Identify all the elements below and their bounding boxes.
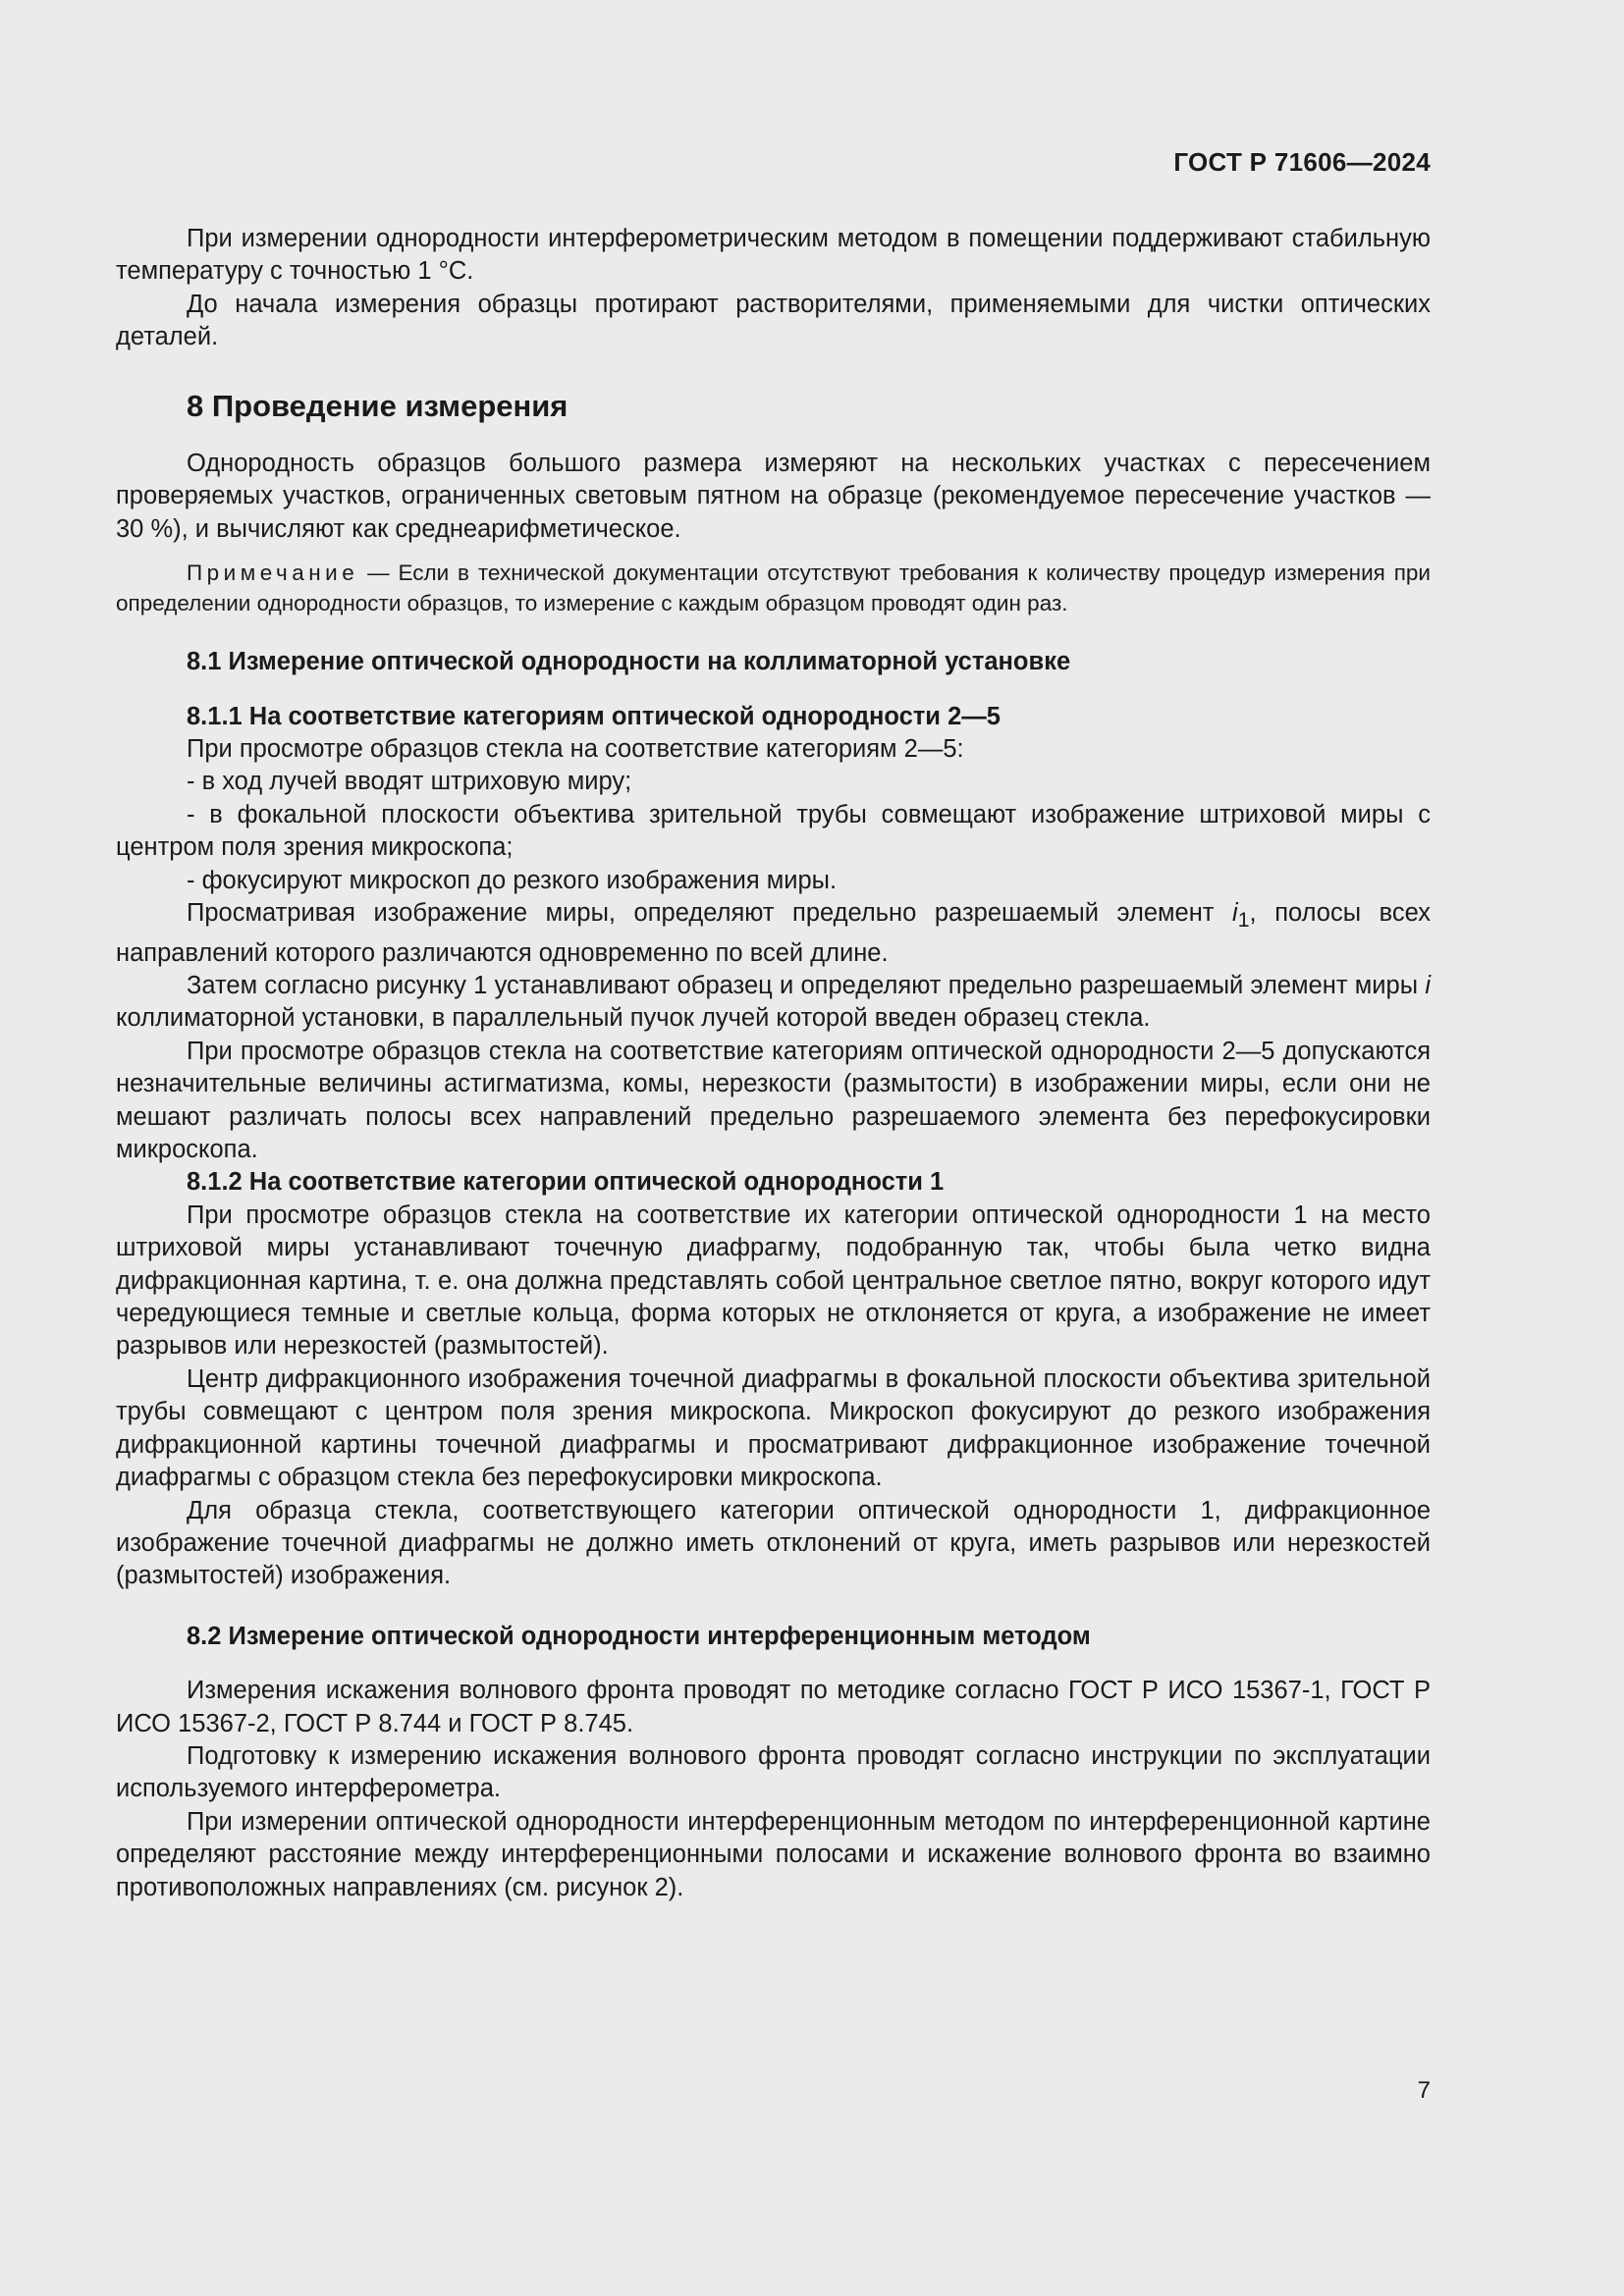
text-run: Просматривая изображение миры, определяют предельно разрешаемый элемент bbox=[187, 899, 1233, 928]
paragraph: При просмотре образцов стекла на соответствие их категории оптической однородности 1 на место штриховой миры устанавливают точечную диафрагму, подобранную так, чтобы была четко видна дифракционная картина, т. е. она должна представлять собой центральное светлое пятно, вокруг которого идут чередующиеся темные и светлые кольца, форма которых не отклоняется от круга, а изображение не имеет разрывов или нерезкостей (размытостей). bbox=[116, 1201, 1431, 1361]
note-label: Примечание bbox=[187, 561, 359, 586]
paragraph: Однородность образцов большого размера измеряют на нескольких участках с пересечением проверяемых участков, ограниченных световым пятном на образце (рекомендуемое пересечение участков — 30 %), и вычисляют как среднеарифметическое. bbox=[116, 450, 1431, 543]
document-body bbox=[116, 223, 1431, 1904]
paragraph: При просмотре образцов стекла на соответствие категориям оптической однородности 2—5 допускаются незначительные величины астигматизма, комы, нерезкости (размытости) в изображении миры, если они не мешают различать полосы всех направлений предельно разрешаемого элемента без перефокусировки микроскопа. bbox=[116, 1037, 1431, 1164]
page-number: 7 bbox=[1417, 2077, 1431, 2104]
paragraph: Для образца стекла, соответствующего категории оптической однородности 1, дифракционное изображение точечной диафрагмы не должно иметь отклонений от круга, иметь разрывов или нерезкостей (размытостей) изображения. bbox=[116, 1496, 1431, 1590]
note bbox=[116, 558, 1431, 618]
document-code: ГОСТ Р 71606—2024 bbox=[1173, 147, 1431, 177]
text-run: , полосы всех направлений которого различаются одновременно по всей длине. bbox=[116, 899, 1431, 967]
paragraph bbox=[116, 897, 1431, 970]
paragraph bbox=[116, 970, 1431, 1036]
paragraph: При измерении оптической однородности интерференционным методом по интерференционной картине определяют расстояние между интерференционными полосами и искажение волнового фронта во взаимно противоположных направлениях (см. рисунок 2). bbox=[116, 1807, 1431, 1901]
paragraph: При измерении однородности интерферометрическим методом в помещении поддерживают стабильную температуру с точностью 1 °С. bbox=[116, 225, 1431, 286]
variable: i bbox=[1425, 972, 1431, 999]
text-run: Затем согласно рисунку 1 устанавливают образец и определяют предельно разрешаемый элемент миры bbox=[187, 972, 1426, 999]
paragraph: При просмотре образцов стекла на соответствие категориям 2—5: bbox=[187, 735, 964, 764]
paragraph: Подготовку к измерению искажения волнового фронта проводят согласно инструкции по эксплуатации используемого интерферометра. bbox=[116, 1741, 1431, 1803]
note-text: — Если в технической документации отсутствуют требования к количеству процедур измерения при определении однородности образцов, то измерение с каждым образцом проводят один раз. bbox=[116, 561, 1431, 616]
variable: i bbox=[1232, 899, 1238, 928]
text-run: коллиматорной установки, в параллельный пучок лучей которой введен образец стекла. bbox=[116, 1004, 1151, 1033]
subscript: 1 bbox=[1237, 908, 1250, 933]
subsubsection-heading: 8.1.1 На соответствие категориям оптической однородности 2—5 bbox=[187, 702, 1001, 730]
subsubsection-heading: 8.1.2 На соответствие категории оптической однородности 1 bbox=[187, 1168, 945, 1197]
list-item: - в ход лучей вводят штриховую миру; bbox=[187, 768, 632, 796]
list-item: - в фокальной плоскости объектива зрительной трубы совмещают изображение штриховой миры с центром поля зрения микроскопа; bbox=[116, 800, 1431, 862]
subsection-heading: 8.1 Измерение оптической однородности на коллиматорной установке bbox=[187, 648, 1071, 676]
paragraph: Измерения искажения волнового фронта проводят по методике согласно ГОСТ Р ИСО 15367-1, ГОСТ Р ИСО 15367-2, ГОСТ Р 8.744 и ГОСТ Р 8.745. bbox=[116, 1677, 1431, 1737]
list-item: - фокусируют микроскоп до резкого изображения миры. bbox=[187, 866, 838, 894]
subsection-heading: 8.2 Измерение оптической однородности интерференционным методом bbox=[187, 1622, 1091, 1650]
paragraph: До начала измерения образцы протирают растворителями, применяемыми для чистки оптических деталей. bbox=[116, 290, 1431, 351]
section-heading: 8 Проведение измерения bbox=[187, 388, 568, 423]
paragraph: Центр дифракционного изображения точечной диафрагмы в фокальной плоскости объектива зрительной трубы совмещают с центром поля зрения микроскопа. Микроскоп фокусируют до резкого изображения дифракционной картины точечной диафрагмы и просматривают дифракционное изображение точечной диафрагмы с образцом стекла без перефокусировки микроскопа. bbox=[116, 1364, 1431, 1492]
